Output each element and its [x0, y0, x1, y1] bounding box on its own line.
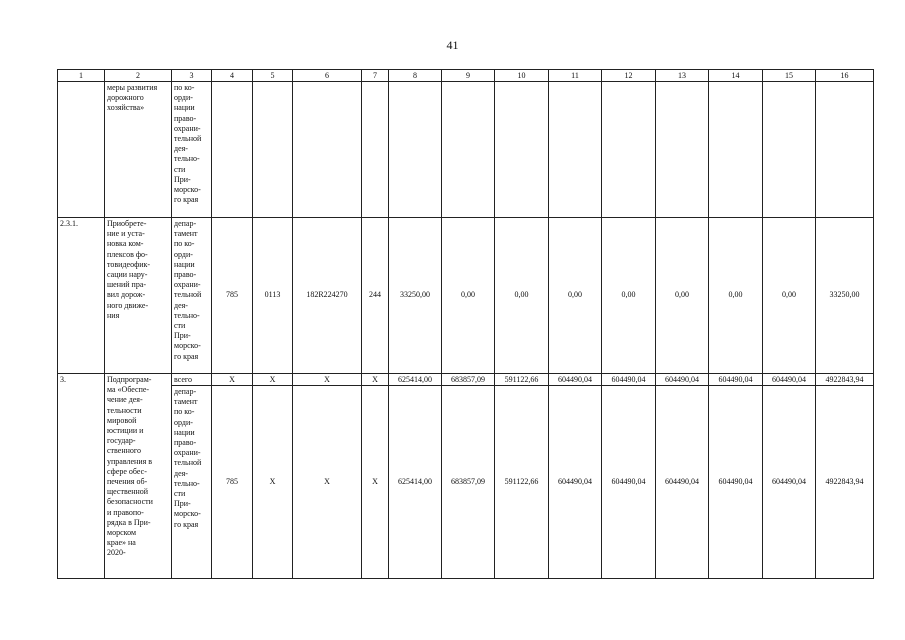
value-cell: 4922843,94	[816, 374, 874, 386]
row-number-cell	[58, 82, 105, 218]
value-cell: 33250,00	[389, 218, 442, 374]
column-header: 3	[172, 70, 212, 82]
value-cell: 604490,04	[549, 374, 602, 386]
column-number-row	[58, 70, 874, 82]
value-cell: 604490,04	[602, 374, 656, 386]
total-label-cell: всего	[172, 374, 212, 386]
column-header: 6	[293, 70, 362, 82]
value-cell: 604490,04	[656, 374, 709, 386]
column-header: 4	[212, 70, 253, 82]
value-cell: 785	[212, 386, 253, 579]
value-cell: 4922843,94	[816, 386, 874, 579]
row-number-cell: 3.	[58, 374, 105, 579]
value-cell: 604490,04	[709, 374, 763, 386]
table-row-3-department	[58, 386, 874, 579]
column-header: 9	[442, 70, 495, 82]
value-cell: 0,00	[763, 218, 816, 374]
value-cell: 0,00	[602, 218, 656, 374]
table-row-2-3-1	[58, 218, 874, 374]
value-cell: 591122,66	[495, 374, 549, 386]
value-cell: 683857,09	[442, 374, 495, 386]
value-cell: 604490,04	[763, 374, 816, 386]
column-header: 16	[816, 70, 874, 82]
column-header: 14	[709, 70, 763, 82]
value-cell: 244	[362, 218, 389, 374]
value-cell: 785	[212, 218, 253, 374]
value-cell: 182R224270	[293, 218, 362, 374]
value-cell: 0,00	[549, 218, 602, 374]
executor-cell: депар- тамент по ко- орди- нации право- охрани- тельной дея- тельно- сти При- морско- го края	[172, 218, 212, 374]
value-cell: X	[293, 386, 362, 579]
row-name-cell: Приобрете- ние и уста- новка ком- плексов фо- товидеофик- сации нару- шений пра- вил дорож- ного движе- ния	[105, 218, 172, 374]
executor-cell: по ко- орди- нации право- охрани- тельной дея- тельно- сти При- морско- го края	[172, 82, 212, 218]
column-header: 15	[763, 70, 816, 82]
column-header: 1	[58, 70, 105, 82]
table-row-continued	[58, 82, 874, 218]
column-header: 10	[495, 70, 549, 82]
page-number: 41	[446, 38, 459, 52]
column-header: 8	[389, 70, 442, 82]
value-cell: 0,00	[656, 218, 709, 374]
value-cell: 625414,00	[389, 386, 442, 579]
row-name-cell: Подпрограм- ма «Обеспе- чение дея- тельности мировой юстиции и государ- ственного управления в сфере обес- печения об- щественной безопасности и правопо- рядка в При- морском крае» на 2020-	[105, 374, 172, 579]
value-cell: X	[253, 374, 293, 386]
value-cell: 604490,04	[549, 386, 602, 579]
value-cell: 683857,09	[442, 386, 495, 579]
value-cell: 604490,04	[763, 386, 816, 579]
value-cell: 0,00	[709, 218, 763, 374]
value-cell: 604490,04	[656, 386, 709, 579]
column-header: 11	[549, 70, 602, 82]
value-cell: 0,00	[442, 218, 495, 374]
value-cell: X	[293, 374, 362, 386]
column-header: 12	[602, 70, 656, 82]
table-row-3-total	[58, 374, 874, 386]
value-cell: 625414,00	[389, 374, 442, 386]
value-cell: 33250,00	[816, 218, 874, 374]
row-name-cell: меры развития дорожного хозяйства»	[105, 82, 172, 218]
column-header: 2	[105, 70, 172, 82]
column-header: 5	[253, 70, 293, 82]
value-cell: X	[212, 374, 253, 386]
value-cell: 604490,04	[709, 386, 763, 579]
value-cell: X	[253, 386, 293, 579]
executor-cell: депар- тамент по ко- орди- нации право- охрани- тельной дея- тельно- сти При- морско- го края	[172, 386, 212, 579]
budget-table	[57, 69, 874, 579]
value-cell: X	[362, 374, 389, 386]
value-cell: 604490,04	[602, 386, 656, 579]
column-header: 13	[656, 70, 709, 82]
value-cell: 0,00	[495, 218, 549, 374]
value-cell: 0113	[253, 218, 293, 374]
row-number-cell: 2.3.1.	[58, 218, 105, 374]
value-cell: X	[362, 386, 389, 579]
value-cell: 591122,66	[495, 386, 549, 579]
column-header: 7	[362, 70, 389, 82]
